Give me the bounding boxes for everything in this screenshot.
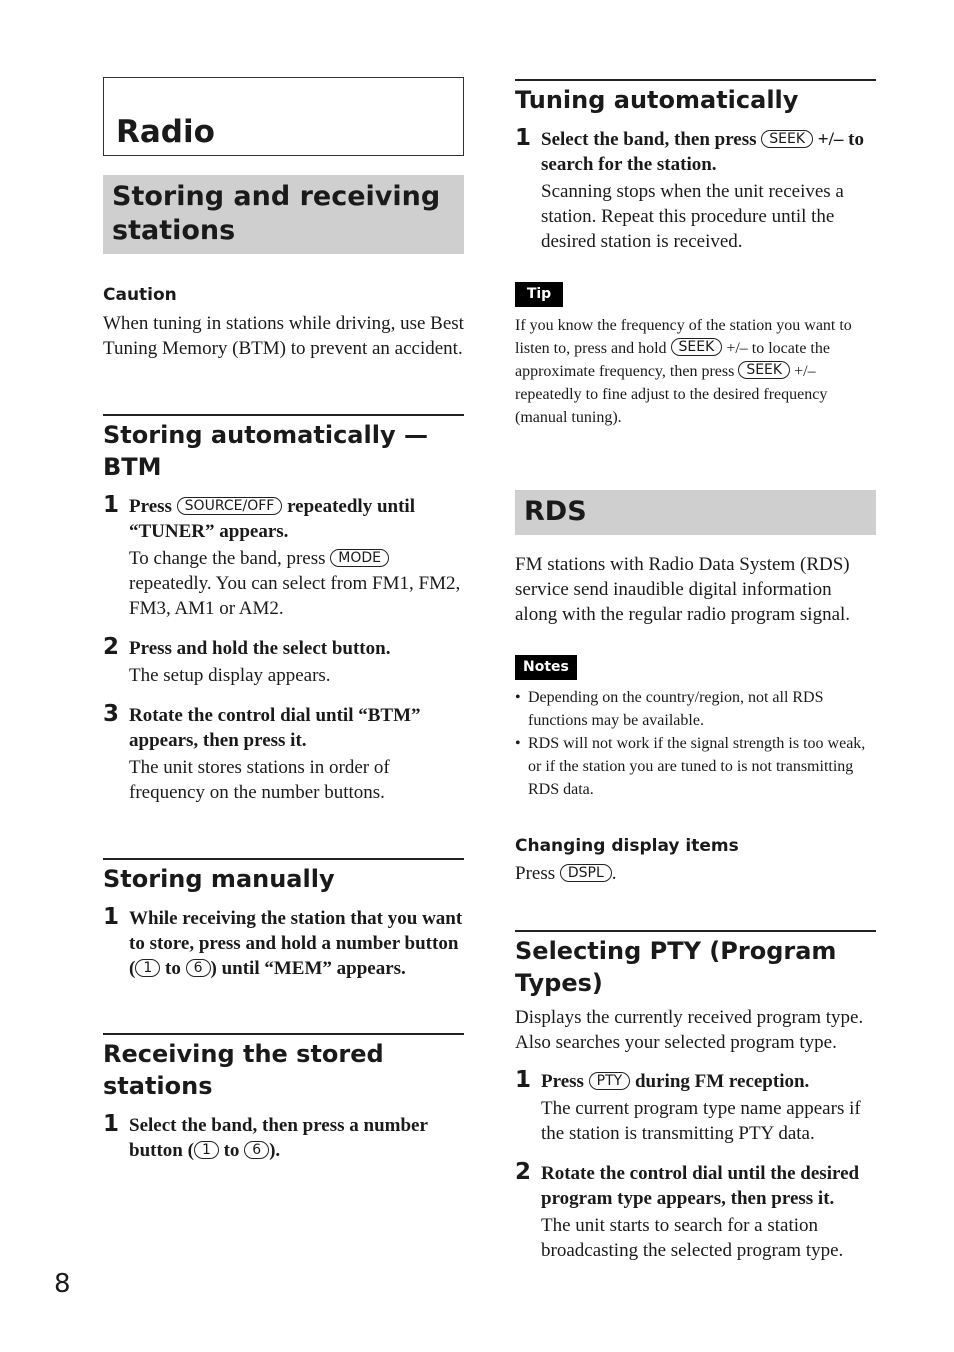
caution-heading: Caution (103, 285, 177, 305)
number-button-6-icon: 6 (186, 959, 211, 977)
step-description: The current program type name appears if the station is transmitting PTY data. (541, 1098, 861, 1144)
seek-button-icon: SEEK (671, 338, 723, 356)
tip-text-part: +/– repeatedly to fine adjust to the desired frequency (manual tuning). (515, 363, 828, 426)
tip-text-part: +/– to locate the approximate frequency, then press (515, 340, 830, 380)
step-description: The unit stores stations in order of frequency on the number buttons. (129, 757, 390, 803)
mode-button-icon: MODE (330, 549, 389, 567)
tip-text-part: If you know the frequency of the station you want to listen to, press and hold (515, 317, 852, 357)
step-instruction: Press and hold the select button. (129, 638, 391, 659)
step-number: 1 (515, 125, 532, 151)
seek-button-icon: SEEK (761, 130, 813, 148)
note-item: • Depending on the country/region, not all RDS functions may be available. (515, 686, 876, 732)
pty-button-icon: PTY (589, 1072, 631, 1090)
step-description: The setup display appears. (129, 665, 331, 686)
step-number: 3 (103, 701, 120, 727)
btm-step-2 (103, 636, 464, 688)
display-items-heading: Changing display items (515, 836, 739, 856)
step-number: 1 (103, 1111, 120, 1137)
instruction-text: Press (129, 496, 177, 517)
btm-step-3 (103, 703, 464, 805)
step-number: 1 (103, 904, 120, 930)
instruction-text: ) until “MEM” appears. (210, 958, 406, 979)
instruction-text: Select the band, then press (541, 129, 762, 150)
tip-text (515, 314, 876, 429)
pty-step-1 (515, 1069, 876, 1146)
instruction-text: +/– to search for the station. (541, 129, 864, 175)
step-description: The unit starts to search for a station broadcasting the selected program type. (541, 1215, 844, 1261)
notes-label: Notes (515, 655, 577, 680)
right-column (515, 79, 876, 1263)
page-number: 8 (54, 1269, 71, 1299)
manual-step-1 (103, 906, 464, 981)
display-items-text (515, 861, 876, 886)
instruction-text: during FM reception. (630, 1071, 810, 1092)
source-off-button-icon: SOURCE/OFF (177, 497, 283, 515)
caution-text: When tuning in stations while driving, use Best Tuning Memory (BTM) to prevent an accident. (103, 313, 464, 359)
step-instruction (129, 906, 464, 981)
instruction-text: While receiving the station that you want to store, press and hold a number button ( (129, 908, 463, 979)
seek-button-icon: SEEK (738, 361, 790, 379)
number-button-6-icon: 6 (244, 1141, 269, 1159)
step-number: 2 (103, 634, 120, 660)
step-number: 1 (515, 1067, 532, 1093)
step-instruction (541, 1069, 876, 1094)
instruction-text: ). (269, 1140, 281, 1161)
step-instruction: Rotate the control dial until the desired program type appears, then press it. (541, 1163, 860, 1209)
tuning-heading: Tuning automatically (515, 79, 876, 116)
caution-block (103, 284, 464, 361)
step-description: Scanning stops when the unit receives a station. Repeat this procedure until the desired station is received. (541, 181, 844, 252)
notes-block (515, 655, 876, 801)
step-instruction (129, 1113, 464, 1163)
instruction-text: to (218, 1140, 245, 1161)
tip-block (515, 282, 876, 429)
btm-heading: Storing automatically — BTM (103, 414, 464, 483)
number-button-1-icon: 1 (194, 1141, 219, 1159)
step-instruction: Rotate the control dial until “BTM” appears, then press it. (129, 705, 421, 751)
step-number: 2 (515, 1159, 532, 1185)
notes-list (515, 686, 876, 801)
pty-heading: Selecting PTY (Program Types) (515, 930, 876, 999)
step-instruction (129, 494, 464, 544)
display-items-block (515, 835, 876, 886)
display-items-post: . (611, 863, 617, 884)
step-description (129, 546, 464, 621)
dspl-button-icon: DSPL (560, 864, 612, 882)
number-button-1-icon: 1 (135, 959, 160, 977)
pty-step-2 (515, 1161, 876, 1263)
display-items-pre: Press (515, 863, 560, 884)
receiving-stored-heading: Receiving the stored stations (103, 1033, 464, 1102)
pty-intro: Displays the currently received program type. Also searches your selected program type. (515, 1007, 864, 1053)
instruction-text: to (160, 958, 186, 979)
rds-intro: FM stations with Radio Data System (RDS) service send inaudible digital information along with the regular radio program signal. (515, 554, 851, 625)
storing-manually-heading: Storing manually (103, 858, 464, 895)
btm-step-1 (103, 494, 464, 621)
note-item: • RDS will not work if the signal strength is too weak, or if the station you are tuned to is not transmitting RDS data. (515, 732, 876, 801)
step-number: 1 (103, 492, 120, 518)
instruction-text: repeatedly until “TUNER” appears. (129, 496, 415, 542)
tip-label: Tip (515, 282, 563, 307)
step-instruction (541, 127, 876, 177)
receiving-step-1 (103, 1113, 464, 1163)
rds-heading: RDS (515, 490, 876, 535)
section-heading-storing-receiving: Storing and receiving stations (103, 175, 464, 254)
chapter-title-box (103, 77, 464, 156)
instruction-text: Select the band, then press a number button ( (129, 1115, 428, 1161)
instruction-text: Press (541, 1071, 589, 1092)
chapter-title: Radio (116, 114, 215, 150)
tuning-step-1 (515, 127, 876, 254)
left-column (103, 77, 464, 1163)
description-text: repeatedly. You can select from FM1, FM2, FM3, AM1 or AM2. (129, 573, 461, 619)
description-text: To change the band, press (129, 548, 331, 569)
